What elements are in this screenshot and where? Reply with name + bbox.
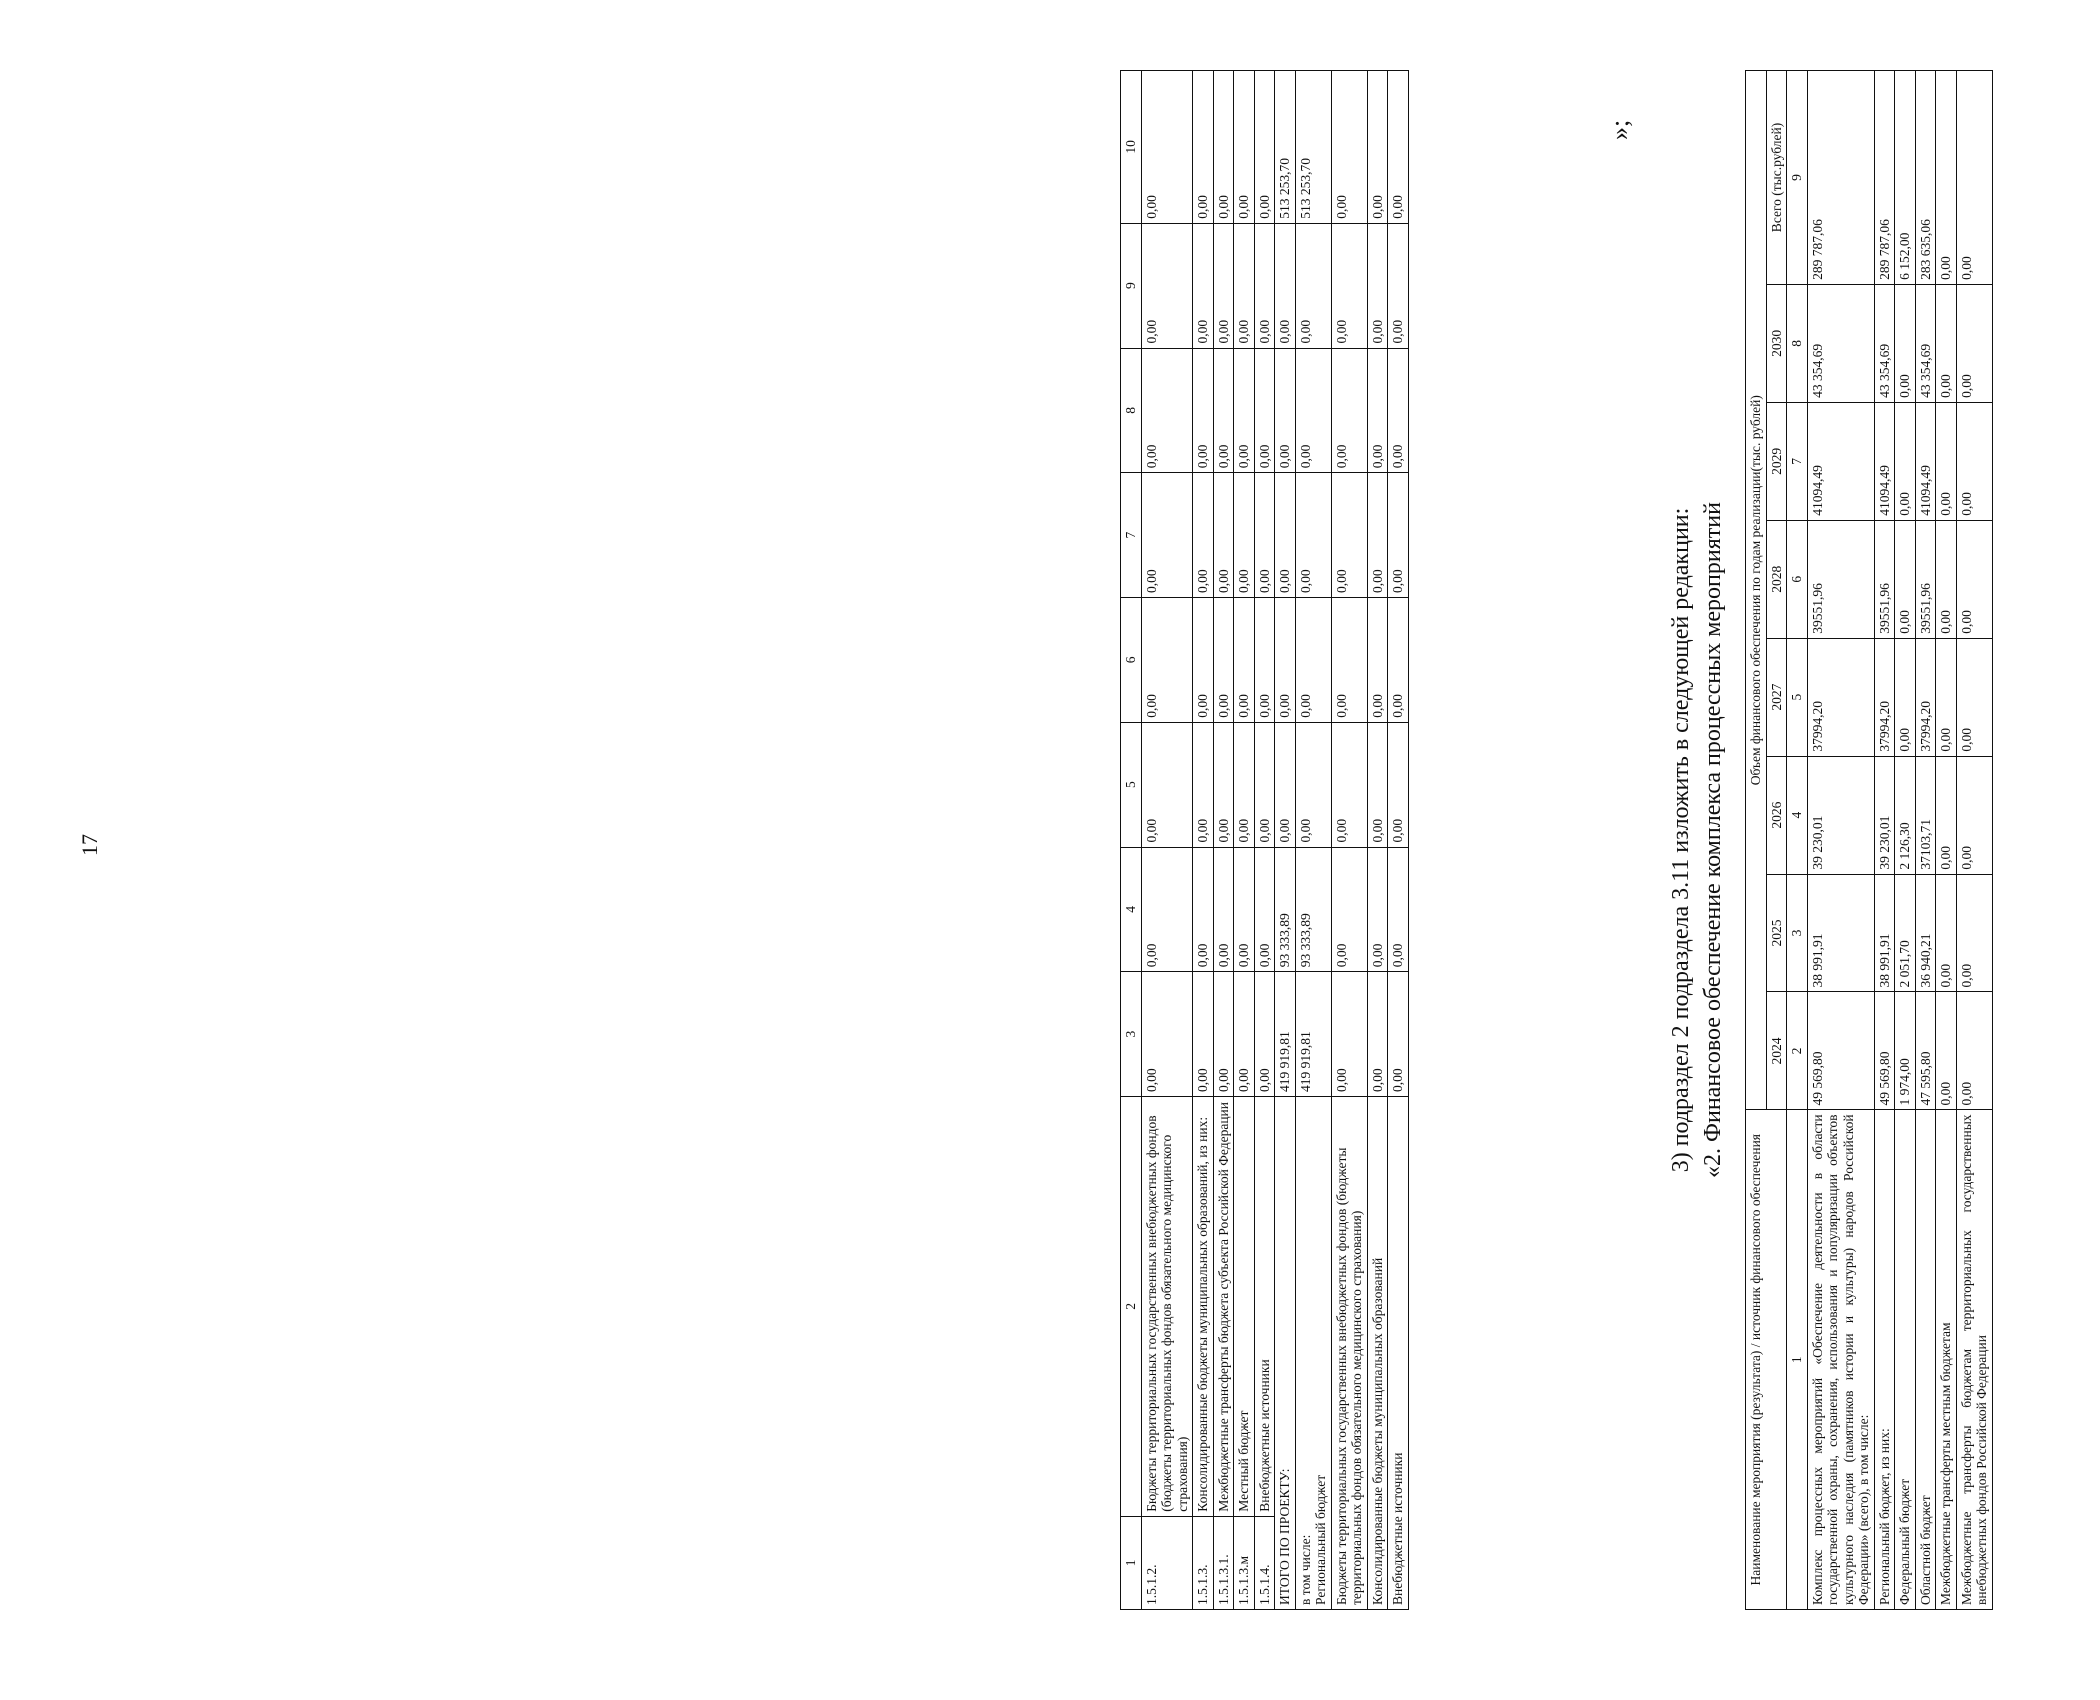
value-cell: 0,00 bbox=[1956, 992, 1992, 1110]
header-cell: 10 bbox=[1121, 71, 1142, 224]
value-cell: 0,00 bbox=[1936, 992, 1957, 1110]
value-cell: 0,00 bbox=[1331, 972, 1367, 1097]
value-cell: 0,00 bbox=[1275, 598, 1296, 723]
value-cell: 0,00 bbox=[1193, 473, 1214, 598]
value-cell: 41094,49 bbox=[1874, 402, 1895, 520]
value-cell: 43 354,69 bbox=[1807, 284, 1874, 402]
value-cell: 0,00 bbox=[1254, 847, 1275, 972]
value-cell: 41094,49 bbox=[1915, 402, 1936, 520]
value-cell: 0,00 bbox=[1367, 473, 1388, 598]
value-cell: 0,00 bbox=[1331, 473, 1367, 598]
value-cell: 93 333,89 bbox=[1275, 847, 1296, 972]
value-cell: 0,00 bbox=[1331, 722, 1367, 847]
header-cell: 5 bbox=[1121, 722, 1142, 847]
table-row bbox=[1213, 71, 1234, 1610]
value-cell: 0,00 bbox=[1234, 722, 1255, 847]
value-cell: 0,00 bbox=[1275, 348, 1296, 473]
project-financing-table bbox=[1120, 70, 1409, 1610]
value-cell: 0,00 bbox=[1367, 223, 1388, 348]
row-code: 1.5.1.3. bbox=[1193, 1516, 1214, 1609]
value-cell: 0,00 bbox=[1213, 722, 1234, 847]
row-name: Внебюджетные источники bbox=[1254, 1097, 1275, 1517]
value-cell: 39551,96 bbox=[1915, 520, 1936, 638]
value-cell: 0,00 bbox=[1331, 71, 1367, 224]
row-name: Межбюджетные трансферты местным бюджетам bbox=[1936, 1110, 1957, 1610]
value-cell: 0,00 bbox=[1388, 972, 1409, 1097]
value-cell: 0,00 bbox=[1275, 223, 1296, 348]
value-cell: 0,00 bbox=[1141, 71, 1193, 224]
column-number: 8 bbox=[1787, 284, 1808, 402]
closing-quote-mark: »; bbox=[1605, 119, 1634, 140]
column-number: 2 bbox=[1787, 992, 1808, 1110]
value-cell: 0,00 bbox=[1295, 348, 1331, 473]
value-cell: 0,00 bbox=[1193, 722, 1214, 847]
year-header: 2024 bbox=[1766, 992, 1787, 1110]
value-cell: 289 787,06 bbox=[1807, 71, 1874, 285]
value-cell: 37994,20 bbox=[1874, 638, 1895, 756]
value-cell: 0,00 bbox=[1895, 520, 1916, 638]
table-row bbox=[1275, 71, 1296, 1610]
table-row bbox=[1874, 71, 1895, 1610]
value-cell: 47 595,80 bbox=[1915, 992, 1936, 1110]
column-number: 6 bbox=[1787, 520, 1808, 638]
value-cell: 0,00 bbox=[1956, 402, 1992, 520]
value-cell: 0,00 bbox=[1895, 402, 1916, 520]
value-cell: 43 354,69 bbox=[1915, 284, 1936, 402]
value-cell: 289 787,06 bbox=[1874, 71, 1895, 285]
value-cell: 0,00 bbox=[1254, 972, 1275, 1097]
value-cell: 43 354,69 bbox=[1874, 284, 1895, 402]
column-number: 5 bbox=[1787, 638, 1808, 756]
value-cell: 0,00 bbox=[1275, 473, 1296, 598]
value-cell: 0,00 bbox=[1936, 638, 1957, 756]
header-cell: 4 bbox=[1121, 847, 1142, 972]
row-name: Межбюджетные трансферты бюджетам территориальных государственных внебюджетных фондов Российской Федерации bbox=[1956, 1110, 1992, 1610]
value-cell: 39551,96 bbox=[1807, 520, 1874, 638]
value-cell: 0,00 bbox=[1331, 598, 1367, 723]
column-number: 9 bbox=[1787, 71, 1808, 285]
value-cell: 0,00 bbox=[1956, 520, 1992, 638]
value-cell: 0,00 bbox=[1213, 598, 1234, 723]
table-row bbox=[1234, 71, 1255, 1610]
header-cell: 7 bbox=[1121, 473, 1142, 598]
table-row bbox=[1193, 71, 1214, 1610]
value-cell: 0,00 bbox=[1295, 598, 1331, 723]
value-cell: 0,00 bbox=[1254, 473, 1275, 598]
row-name: Комплекс процессных мероприятий «Обеспечение деятельности в области государственной охраны, сохранения, использования и популяризации объектов культурного наследия (памятников истории и культуры) народов Российской Федерации» (всего), в том числе: bbox=[1807, 1110, 1874, 1610]
header-cell: 9 bbox=[1121, 223, 1142, 348]
value-cell: 0,00 bbox=[1254, 71, 1275, 224]
value-cell: 2 051,70 bbox=[1895, 874, 1916, 992]
row-name: Межбюджетные трансферты бюджета субъекта Российской Федерации bbox=[1213, 1097, 1234, 1517]
header-cell: 3 bbox=[1121, 972, 1142, 1097]
value-cell: 0,00 bbox=[1275, 722, 1296, 847]
value-cell: 39 230,01 bbox=[1874, 756, 1895, 874]
row-name: Консолидированные бюджеты муниципальных образований, из них: bbox=[1193, 1097, 1214, 1517]
value-cell: 0,00 bbox=[1234, 598, 1255, 723]
row-code: 1.5.1.2. bbox=[1141, 1516, 1193, 1609]
value-cell: 0,00 bbox=[1367, 847, 1388, 972]
table-header-row bbox=[1121, 71, 1142, 1610]
table-row bbox=[1895, 71, 1916, 1610]
value-cell: 0,00 bbox=[1936, 71, 1957, 285]
value-cell: 37994,20 bbox=[1915, 638, 1936, 756]
year-header: 2030 bbox=[1766, 284, 1787, 402]
value-cell: 93 333,89 bbox=[1295, 847, 1331, 972]
value-cell: 36 940,21 bbox=[1915, 874, 1936, 992]
value-cell: 0,00 bbox=[1213, 473, 1234, 598]
value-cell: 0,00 bbox=[1388, 598, 1409, 723]
value-cell: 39 230,01 bbox=[1807, 756, 1874, 874]
value-cell: 0,00 bbox=[1254, 722, 1275, 847]
year-header: 2027 bbox=[1766, 638, 1787, 756]
value-cell: 0,00 bbox=[1331, 223, 1367, 348]
value-cell: 513 253,70 bbox=[1275, 71, 1296, 224]
value-cell: 0,00 bbox=[1367, 598, 1388, 723]
value-cell: 419 919,81 bbox=[1295, 972, 1331, 1097]
value-cell: 0,00 bbox=[1254, 598, 1275, 723]
year-header: 2029 bbox=[1766, 402, 1787, 520]
table-row bbox=[1915, 71, 1936, 1610]
value-cell: 6 152,00 bbox=[1895, 71, 1916, 285]
row-name: Федеральный бюджет bbox=[1895, 1110, 1916, 1610]
value-cell: 0,00 bbox=[1295, 223, 1331, 348]
table-row bbox=[1295, 71, 1331, 1610]
value-cell: 0,00 bbox=[1141, 722, 1193, 847]
column-number: 4 bbox=[1787, 756, 1808, 874]
heading-line-2: «2. Финансовое обеспечение комплекса процессных мероприятий bbox=[1700, 502, 1727, 1178]
value-cell: 0,00 bbox=[1388, 847, 1409, 972]
value-cell: 38 991,91 bbox=[1874, 874, 1895, 992]
value-cell: 0,00 bbox=[1213, 223, 1234, 348]
value-cell: 0,00 bbox=[1254, 348, 1275, 473]
year-header: Всего (тыс.рублей) bbox=[1766, 71, 1787, 285]
header-cell: 1 bbox=[1121, 1516, 1142, 1609]
value-cell: 0,00 bbox=[1234, 473, 1255, 598]
row-name: Консолидированные бюджеты муниципальных образований bbox=[1367, 1097, 1388, 1610]
value-cell: 0,00 bbox=[1213, 348, 1234, 473]
value-cell: 0,00 bbox=[1141, 473, 1193, 598]
table-row bbox=[1388, 71, 1409, 1610]
value-cell: 419 919,81 bbox=[1275, 972, 1296, 1097]
value-cell: 0,00 bbox=[1956, 874, 1992, 992]
value-cell: 0,00 bbox=[1936, 874, 1957, 992]
table-row bbox=[1331, 71, 1367, 1610]
value-cell: 49 569,80 bbox=[1807, 992, 1874, 1110]
value-cell: 0,00 bbox=[1141, 847, 1193, 972]
value-cell: 0,00 bbox=[1193, 598, 1214, 723]
value-cell: 0,00 bbox=[1367, 71, 1388, 224]
value-cell: 0,00 bbox=[1234, 223, 1255, 348]
value-cell: 283 635,06 bbox=[1915, 71, 1936, 285]
value-cell: 0,00 bbox=[1956, 284, 1992, 402]
value-cell: 0,00 bbox=[1141, 598, 1193, 723]
value-cell: 513 253,70 bbox=[1295, 71, 1331, 224]
value-cell: 0,00 bbox=[1956, 71, 1992, 285]
header-cell: 6 bbox=[1121, 598, 1142, 723]
value-cell: 0,00 bbox=[1388, 348, 1409, 473]
value-cell: 0,00 bbox=[1936, 284, 1957, 402]
table-row bbox=[1956, 71, 1992, 1610]
value-cell: 0,00 bbox=[1234, 847, 1255, 972]
row-code: 1.5.1.3.1. bbox=[1213, 1516, 1234, 1609]
value-cell: 0,00 bbox=[1141, 223, 1193, 348]
table-row bbox=[1254, 71, 1275, 1610]
table-row bbox=[1936, 71, 1957, 1610]
row-name: Областной бюджет bbox=[1915, 1110, 1936, 1610]
row-code: 1.5.1.4. bbox=[1254, 1516, 1275, 1609]
value-cell: 0,00 bbox=[1956, 638, 1992, 756]
rotated-content bbox=[1120, 70, 2100, 1610]
value-cell: 0,00 bbox=[1956, 756, 1992, 874]
page-number: 17 bbox=[77, 834, 102, 856]
value-cell: 38 991,91 bbox=[1807, 874, 1874, 992]
value-cell: 0,00 bbox=[1331, 348, 1367, 473]
value-cell: 0,00 bbox=[1213, 972, 1234, 1097]
value-cell: 0,00 bbox=[1936, 520, 1957, 638]
row-code: 1.5.1.3.м bbox=[1234, 1516, 1255, 1609]
column-group-header: Объем финансового обеспечения по годам реализации(тыс. рублей) bbox=[1746, 71, 1767, 1110]
row-name: Местный бюджет bbox=[1234, 1097, 1255, 1517]
value-cell: 0,00 bbox=[1254, 223, 1275, 348]
row-name: Внебюджетные источники bbox=[1388, 1097, 1409, 1610]
column-header-name: Наименование мероприятия (результата) / источник финансового обеспечения bbox=[1746, 1110, 1787, 1610]
table-row bbox=[1141, 71, 1193, 1610]
year-header: 2028 bbox=[1766, 520, 1787, 638]
value-cell: 0,00 bbox=[1193, 972, 1214, 1097]
value-cell: 0,00 bbox=[1234, 71, 1255, 224]
value-cell: 0,00 bbox=[1936, 402, 1957, 520]
section-heading bbox=[1665, 70, 1730, 1610]
value-cell: 0,00 bbox=[1388, 71, 1409, 224]
value-cell: 0,00 bbox=[1193, 71, 1214, 224]
value-cell: 37103,71 bbox=[1915, 756, 1936, 874]
value-cell: 0,00 bbox=[1234, 972, 1255, 1097]
value-cell: 0,00 bbox=[1193, 223, 1214, 348]
value-cell: 0,00 bbox=[1234, 348, 1255, 473]
header-cell: 8 bbox=[1121, 348, 1142, 473]
value-cell: 0,00 bbox=[1367, 722, 1388, 847]
column-number: 1 bbox=[1787, 1110, 1808, 1610]
heading-line-1: 3) подраздел 2 подраздела 3.11 изложить в следующей редакции: bbox=[1668, 507, 1694, 1173]
value-cell: 0,00 bbox=[1388, 722, 1409, 847]
value-cell: 0,00 bbox=[1295, 722, 1331, 847]
year-header: 2025 bbox=[1766, 874, 1787, 992]
table-header-row bbox=[1746, 71, 1767, 1610]
row-name: в том числе: Региональный бюджет bbox=[1295, 1097, 1331, 1610]
column-number: 3 bbox=[1787, 874, 1808, 992]
value-cell: 49 569,80 bbox=[1874, 992, 1895, 1110]
value-cell: 39551,96 bbox=[1874, 520, 1895, 638]
table-row bbox=[1807, 71, 1874, 1610]
value-cell: 0,00 bbox=[1193, 847, 1214, 972]
process-measures-financing-table bbox=[1745, 70, 1993, 1610]
value-cell: 0,00 bbox=[1367, 972, 1388, 1097]
value-cell: 0,00 bbox=[1193, 348, 1214, 473]
value-cell: 1 974,00 bbox=[1895, 992, 1916, 1110]
value-cell: 2 126,30 bbox=[1895, 756, 1916, 874]
value-cell: 0,00 bbox=[1213, 71, 1234, 224]
row-name: ИТОГО ПО ПРОЕКТУ: bbox=[1275, 1097, 1296, 1610]
value-cell: 0,00 bbox=[1936, 756, 1957, 874]
value-cell: 0,00 bbox=[1213, 847, 1234, 972]
row-name: Бюджеты территориальных государственных внебюджетных фондов (бюджеты территориальных фондов обязательного медицинского страхования) bbox=[1331, 1097, 1367, 1610]
value-cell: 0,00 bbox=[1895, 638, 1916, 756]
value-cell: 37994,20 bbox=[1807, 638, 1874, 756]
value-cell: 0,00 bbox=[1141, 348, 1193, 473]
column-numbers-row bbox=[1787, 71, 1808, 1610]
column-number: 7 bbox=[1787, 402, 1808, 520]
value-cell: 0,00 bbox=[1895, 284, 1916, 402]
value-cell: 0,00 bbox=[1388, 473, 1409, 598]
row-name: Региональный бюджет, из них: bbox=[1874, 1110, 1895, 1610]
value-cell: 41094,49 bbox=[1807, 402, 1874, 520]
table-row bbox=[1367, 71, 1388, 1610]
value-cell: 0,00 bbox=[1295, 473, 1331, 598]
value-cell: 0,00 bbox=[1367, 348, 1388, 473]
value-cell: 0,00 bbox=[1141, 972, 1193, 1097]
year-header: 2026 bbox=[1766, 756, 1787, 874]
value-cell: 0,00 bbox=[1388, 223, 1409, 348]
value-cell: 0,00 bbox=[1331, 847, 1367, 972]
header-cell: 2 bbox=[1121, 1097, 1142, 1517]
row-name: Бюджеты территориальных государственных внебюджетных фондов (бюджеты территориальных фондов обязательного медицинского страхования) bbox=[1141, 1097, 1193, 1517]
